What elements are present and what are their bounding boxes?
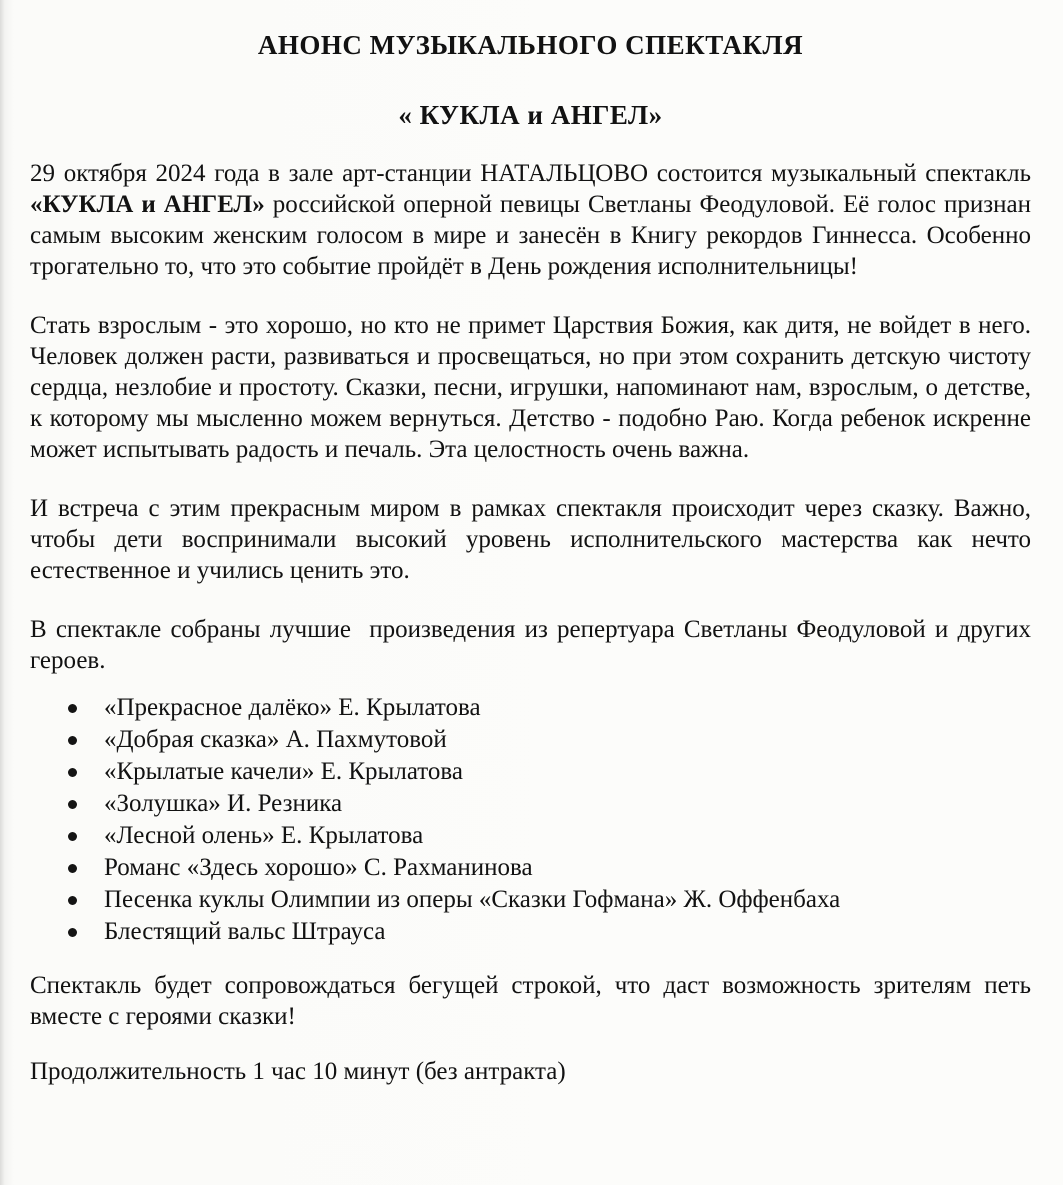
song-list-item bbox=[68, 724, 1031, 756]
song-title: «Прекрасное далёко» Е. Крылатова bbox=[104, 694, 481, 721]
bullet-icon bbox=[68, 928, 77, 937]
song-list-item bbox=[68, 692, 1031, 724]
bullet-icon bbox=[68, 864, 77, 873]
paragraph-meeting: И встреча с этим прекрасным миром в рамках спектакля происходит через сказку. Важно, чтобы дети воспринимали высокий уровень исполнительского мастерства как нечто естественное и учились ценить это. bbox=[30, 495, 1031, 584]
song-list-item bbox=[68, 820, 1031, 852]
announcement-text-after: российской оперной певицы Светланы Феодуловой. Её голос признан самым высоким женским голосом в мире и занесён в Книгу рекордов Гиннесса. Особенно трогательно то, что это событие пройдёт в День рождения исполнительницы! bbox=[30, 191, 1031, 280]
document-title: АНОНС МУЗЫКАЛЬНОГО СПЕКТАКЛЯ bbox=[257, 30, 804, 60]
bullet-icon bbox=[68, 832, 77, 841]
song-list bbox=[68, 692, 1031, 948]
paragraph-duration: Продолжительность 1 час 10 минут (без антракта) bbox=[30, 1058, 566, 1085]
paragraph-childhood: Стать взрослым - это хорошо, но кто не примет Царствия Божия, как дитя, не войдет в него. Человек должен расти, развиваться и просвещаться, но при этом сохранить детскую чистоту сердца, незлобие и простоту. Сказки, песни, игрушки, напоминают нам, взрослым, о детстве, к которому мы мысленно можем вернуться. Детство - подобно Раю. Когда ребенок искренне может испытывать радость и печаль. Эта целостность очень важна. bbox=[30, 312, 1031, 463]
bullet-icon bbox=[68, 896, 77, 905]
paragraph-announcement bbox=[30, 158, 1031, 282]
announcement-show-name: «КУКЛА и АНГЕЛ» bbox=[30, 191, 265, 218]
song-title: «Лесной олень» Е. Крылатова bbox=[104, 822, 424, 849]
bullet-icon bbox=[68, 736, 77, 745]
song-title: Блестящий вальс Штрауса bbox=[104, 918, 386, 945]
song-title: Романс «Здесь хорошо» С. Рахманинова bbox=[104, 854, 533, 881]
song-list-item bbox=[68, 756, 1031, 788]
song-title: «Золушка» И. Резника bbox=[104, 790, 343, 817]
bullet-icon bbox=[68, 800, 77, 809]
song-list-item bbox=[68, 884, 1031, 916]
paragraph-subtitles: Спектакль будет сопровождаться бегущей строкой, что даст возможность зрителям петь вместе с героями сказки! bbox=[30, 972, 1031, 1030]
song-title: «Добрая сказка» А. Пахмутовой bbox=[104, 726, 447, 753]
song-title: Песенка куклы Олимпии из оперы «Сказки Гофмана» Ж. Оффенбаха bbox=[104, 886, 841, 913]
document-subtitle: « КУКЛА и АНГЕЛ» bbox=[398, 100, 663, 130]
paragraph-repertoire: В спектакле собраны лучшие произведения из репертуара Светланы Феодуловой и других героев. bbox=[30, 616, 1038, 674]
song-list-item bbox=[68, 852, 1031, 884]
bullet-icon bbox=[68, 704, 77, 713]
bullet-icon bbox=[68, 768, 77, 777]
song-title: «Крылатые качели» Е. Крылатова bbox=[104, 758, 463, 785]
song-list-item bbox=[68, 788, 1031, 820]
song-list-item bbox=[68, 916, 1031, 948]
announcement-text-before: 29 октября 2024 года в зале арт-станции НАТАЛЬЦОВО состоится музыкальный спектакль bbox=[30, 160, 1031, 187]
